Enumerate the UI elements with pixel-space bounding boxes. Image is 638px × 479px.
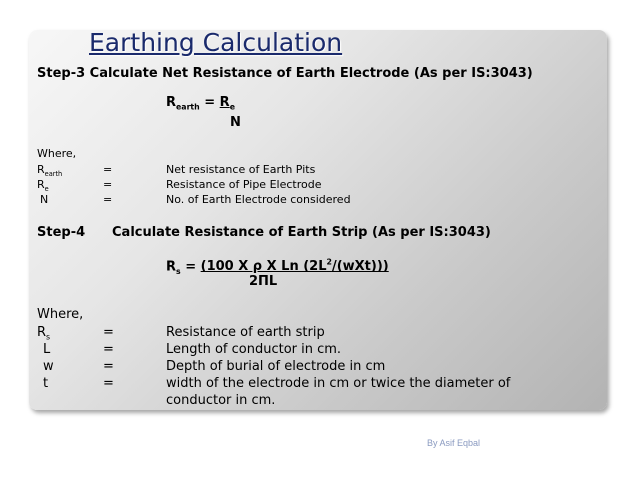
- step4-heading: Calculate Resistance of Earth Strip (As per IS:3043): [112, 225, 491, 240]
- definition-symbol: N: [40, 193, 49, 206]
- step4-label: Step-4: [37, 225, 86, 240]
- formula-lhs-sub: earth: [176, 102, 200, 112]
- definition-text: width of the electrode in cm or twice the diameter of: [166, 376, 511, 391]
- formula-equals: =: [185, 259, 197, 275]
- definition-equals: =: [103, 342, 114, 357]
- formula-numerator: (100 X ρ X Ln $(2L^2/(wXt))$): [200, 258, 389, 275]
- definition-row: [37, 325, 597, 342]
- definition-equals: =: [103, 359, 114, 374]
- step3-heading: Step-3 Calculate Net Resistance of Earth Electrode (As per IS:3043): [37, 66, 533, 81]
- definition-equals: =: [103, 193, 113, 206]
- definition-row: [37, 163, 597, 178]
- definition-symbol: $R_s$: [37, 325, 51, 342]
- formula-lhs: R: [166, 259, 177, 275]
- formula-equals: =: [204, 95, 216, 110]
- where-label: Where,: [37, 147, 77, 160]
- definition-equals: =: [103, 325, 114, 340]
- definition-text: Resistance of earth strip: [166, 325, 325, 340]
- footer-credit: By Asif Eqbal: [427, 438, 481, 448]
- definition-symbol: w: [43, 359, 54, 374]
- definition-equals: =: [103, 178, 113, 191]
- where-label: Where,: [37, 307, 84, 322]
- definition-row: [37, 359, 597, 376]
- slide-title: Earthing Calculation: [89, 28, 343, 57]
- formula-lhs-sub: s: [176, 266, 181, 276]
- step4-formula-line: [166, 258, 389, 276]
- definition-row: [37, 342, 597, 359]
- definition-equals: =: [103, 376, 114, 391]
- formula-denominator: 2ΠL: [249, 274, 278, 289]
- definition-row: [37, 178, 597, 193]
- definition-text: Resistance of Pipe Electrode: [166, 178, 322, 191]
- definition-equals: =: [103, 163, 113, 176]
- definition-symbol: L: [43, 342, 51, 357]
- formula-numerator: $R_e$: [219, 95, 235, 112]
- definition-symbol: t: [43, 376, 49, 391]
- definition-row: [37, 193, 597, 208]
- definition-symbol: $R_e$: [37, 178, 49, 194]
- definition-text: Net resistance of Earth Pits: [166, 163, 316, 176]
- formula-lhs: R: [166, 95, 177, 110]
- formula-denominator: N: [230, 115, 241, 130]
- step3-formula-line: [166, 95, 235, 112]
- definition-text: No. of Earth Electrode considered: [166, 193, 351, 206]
- definition-symbol: $R_{earth}$: [37, 163, 63, 179]
- definition-text: Depth of burial of electrode in cm: [166, 359, 386, 374]
- definition-continuation: conductor in cm.: [166, 393, 276, 408]
- definition-row: [37, 376, 597, 393]
- definition-text: Length of conductor in cm.: [166, 342, 342, 357]
